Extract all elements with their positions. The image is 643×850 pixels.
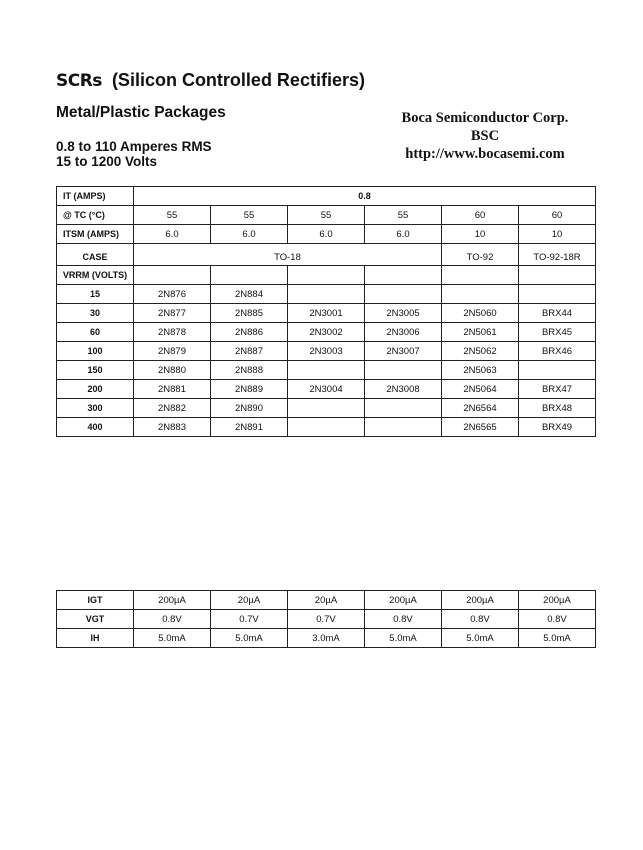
param-value: 0.7V: [288, 610, 365, 629]
itsm-value: 6.0: [365, 225, 442, 244]
param-value: 200µA: [134, 591, 211, 610]
param-value: 0.7V: [211, 610, 288, 629]
part-number: [519, 285, 596, 304]
itsm-row: [57, 225, 596, 244]
part-number: BRX47: [519, 380, 596, 399]
param-rows: [57, 591, 596, 648]
case-to18: [134, 244, 442, 266]
part-number: 2N891: [211, 418, 288, 437]
tc-value: 55: [134, 206, 211, 225]
param-label: VGT: [57, 610, 134, 629]
part-number: 2N5063: [442, 361, 519, 380]
specs-table: [56, 186, 596, 437]
tc-label: @ TC (°C): [57, 206, 134, 225]
table-row: [57, 399, 596, 418]
company-url[interactable]: http://www.bocasemi.com: [405, 146, 565, 162]
case-to92-18r: [519, 244, 596, 266]
case-name: TO-18: [274, 252, 301, 263]
param-value: 200µA: [365, 591, 442, 610]
table-row: [57, 323, 596, 342]
case-row: [57, 244, 596, 266]
vrrm-label: VRRM (VOLTS): [57, 266, 134, 285]
part-number: BRX49: [519, 418, 596, 437]
part-number: [365, 285, 442, 304]
volts-range: 15 to 1200 Volts: [56, 154, 158, 169]
table-row: [57, 380, 596, 399]
part-number: BRX45: [519, 323, 596, 342]
case-name: TO-92: [466, 252, 494, 263]
part-number: 2N880: [134, 361, 211, 380]
tc-value: 55: [211, 206, 288, 225]
part-number: 2N887: [211, 342, 288, 361]
part-number: 2N886: [211, 323, 288, 342]
voltage-label: 400: [57, 418, 134, 437]
itsm-value: 6.0: [134, 225, 211, 244]
part-number: 2N3002: [288, 323, 365, 342]
part-number: 2N882: [134, 399, 211, 418]
tc-value: 60: [442, 206, 519, 225]
part-number: BRX46: [519, 342, 596, 361]
param-value: 200µA: [519, 591, 596, 610]
param-value: 200µA: [442, 591, 519, 610]
part-number: 2N5062: [442, 342, 519, 361]
param-label: IH: [57, 629, 134, 648]
itsm-value: 6.0: [288, 225, 365, 244]
part-number: 2N5064: [442, 380, 519, 399]
param-value: 5.0mA: [134, 629, 211, 648]
table-row: [57, 361, 596, 380]
part-number: 2N3003: [288, 342, 365, 361]
company-name: Boca Semiconductor Corp.: [401, 110, 569, 126]
param-value: 20µA: [211, 591, 288, 610]
param-value: 5.0mA: [519, 629, 596, 648]
part-number: 2N883: [134, 418, 211, 437]
voltage-label: 300: [57, 399, 134, 418]
page-title: [56, 70, 365, 91]
part-number: 2N884: [211, 285, 288, 304]
case-to92: [442, 244, 519, 266]
part-number: 2N3007: [365, 342, 442, 361]
table-row: [57, 342, 596, 361]
table-row: [57, 285, 596, 304]
part-number: [288, 399, 365, 418]
case-name: TO-92-18R: [533, 252, 581, 263]
param-value: 0.8V: [134, 610, 211, 629]
voltage-label: 60: [57, 323, 134, 342]
part-number: [288, 361, 365, 380]
part-number: 2N3004: [288, 380, 365, 399]
part-number: 2N881: [134, 380, 211, 399]
part-number: 2N5060: [442, 304, 519, 323]
param-value: 5.0mA: [211, 629, 288, 648]
tc-value: 55: [288, 206, 365, 225]
part-number: 2N3008: [365, 380, 442, 399]
param-value: 0.8V: [442, 610, 519, 629]
title-prefix: SCRs: [56, 71, 102, 91]
table-row: [57, 418, 596, 437]
part-number: [365, 399, 442, 418]
param-value: 0.8V: [365, 610, 442, 629]
itsm-label: ITSM (AMPS): [57, 225, 134, 244]
part-number: 2N3006: [365, 323, 442, 342]
part-number: [365, 361, 442, 380]
part-number: BRX44: [519, 304, 596, 323]
voltage-rows: [57, 285, 596, 437]
part-number: 2N876: [134, 285, 211, 304]
vrrm-row: [57, 266, 596, 285]
itsm-value: 10: [442, 225, 519, 244]
param-row: [57, 591, 596, 610]
part-number: 2N3001: [288, 304, 365, 323]
part-number: 2N6564: [442, 399, 519, 418]
param-value: 0.8V: [519, 610, 596, 629]
voltage-label: 150: [57, 361, 134, 380]
param-label: IGT: [57, 591, 134, 610]
param-row: [57, 610, 596, 629]
part-number: 2N879: [134, 342, 211, 361]
title-text: (Silicon Controlled Rectifiers): [111, 70, 365, 90]
voltage-label: 100: [57, 342, 134, 361]
param-value: 5.0mA: [442, 629, 519, 648]
part-number: 2N890: [211, 399, 288, 418]
part-number: 2N877: [134, 304, 211, 323]
params-table: [56, 590, 596, 648]
param-value: 20µA: [288, 591, 365, 610]
part-number: BRX48: [519, 399, 596, 418]
param-value: 3.0mA: [288, 629, 365, 648]
voltage-label: 200: [57, 380, 134, 399]
param-row: [57, 629, 596, 648]
it-value: 0.8: [134, 187, 596, 206]
part-number: 2N885: [211, 304, 288, 323]
voltage-label: 15: [57, 285, 134, 304]
part-number: 2N878: [134, 323, 211, 342]
part-number: 2N889: [211, 380, 288, 399]
tc-value: 60: [519, 206, 596, 225]
tc-value: 55: [365, 206, 442, 225]
param-value: 5.0mA: [365, 629, 442, 648]
part-number: 2N3005: [365, 304, 442, 323]
tc-row: [57, 206, 596, 225]
table-row: [57, 304, 596, 323]
subtitle: Metal/Plastic Packages: [56, 104, 226, 121]
part-number: 2N6565: [442, 418, 519, 437]
part-number: 2N888: [211, 361, 288, 380]
part-number: [288, 285, 365, 304]
part-number: [365, 418, 442, 437]
case-label: CASE: [57, 244, 134, 266]
part-number: [288, 418, 365, 437]
part-number: [442, 285, 519, 304]
company-short: BSC: [470, 128, 500, 144]
it-row: [57, 187, 596, 206]
itsm-value: 10: [519, 225, 596, 244]
it-label: IT (AMPS): [57, 187, 134, 206]
part-number: 2N5061: [442, 323, 519, 342]
itsm-value: 6.0: [211, 225, 288, 244]
voltage-label: 30: [57, 304, 134, 323]
part-number: [519, 361, 596, 380]
amps-range: 0.8 to 110 Amperes RMS: [56, 139, 212, 154]
